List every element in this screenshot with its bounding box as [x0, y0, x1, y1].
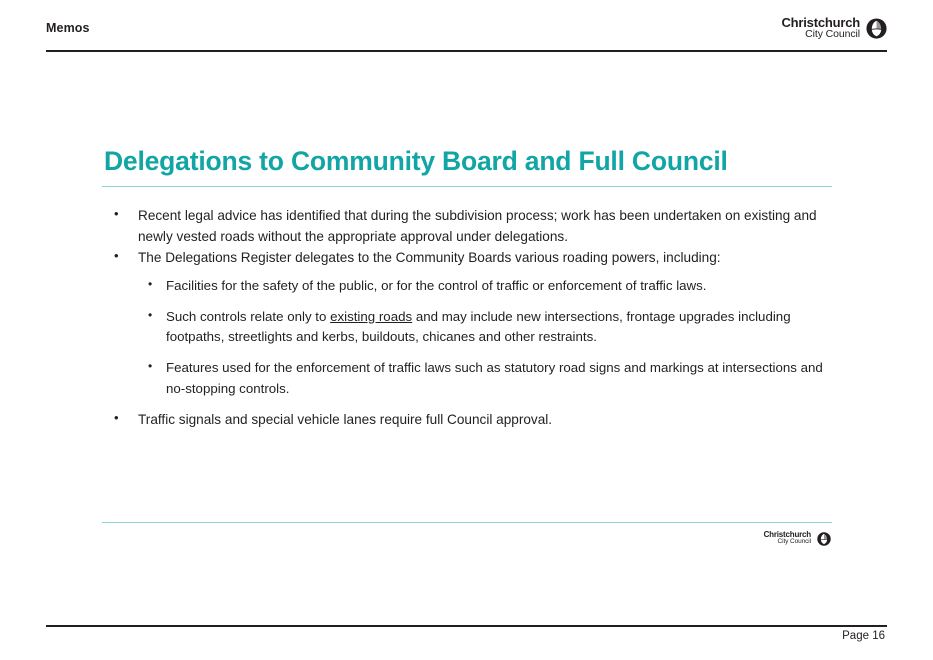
sub-bullet-text: Facilities for the safety of the public, or for the control of traffic or enforcement of traffic laws. — [166, 278, 707, 294]
document-header — [46, 8, 887, 52]
sub-bullet-text-emphasis: existing roads — [330, 308, 413, 324]
logo-text — [781, 16, 860, 41]
council-crest-icon — [817, 532, 831, 546]
christchurch-city-council-logo — [781, 16, 887, 43]
sub-list-item — [138, 276, 842, 297]
sub-bullet-text: Features used for the enforcement of traffic laws such as statutory road signs and markings at intersections and no-stopping controls. — [166, 360, 823, 396]
title-divider — [102, 186, 832, 187]
slide-title: Delegations to Community Board and Full Council — [104, 146, 728, 176]
slide-council-logo — [764, 531, 831, 548]
content-bottom-divider — [102, 522, 832, 523]
sub-bullet-list — [138, 276, 842, 399]
logo-line-2: City Council — [805, 28, 860, 41]
bullet-list — [102, 205, 842, 430]
slide-logo-text — [764, 531, 811, 546]
slide-logo-line-2: City Council — [777, 538, 811, 546]
document-header-title: Memos — [46, 21, 90, 35]
bullet-text: Traffic signals and special vehicle lanes require full Council approval. — [138, 412, 553, 428]
page-number: Page 16 — [842, 630, 885, 642]
document-footer — [46, 625, 887, 642]
list-item — [102, 409, 842, 430]
slide-area — [46, 50, 887, 625]
sub-list-item — [138, 307, 842, 348]
list-item — [102, 247, 842, 399]
slide-content — [102, 205, 842, 430]
council-crest-icon — [866, 18, 887, 39]
bullet-text: Recent legal advice has identified that during the subdivision process; work has been undertaken on existing and newly vested roads without the appropriate approval under delegations. — [138, 208, 817, 245]
bullet-text: The Delegations Register delegates to the Community Boards various roading powers, including: — [138, 250, 721, 266]
list-item — [102, 205, 842, 247]
sub-bullet-text-post: and may include new intersections, frontage upgrades including footpaths, streetlights and kerbs, buildouts, chicanes and other restraints. — [166, 308, 791, 345]
sub-bullet-text-pre: Such controls relate only to — [166, 308, 331, 324]
slide-logo-line-1: Christchurch — [763, 530, 811, 539]
sub-list-item — [138, 358, 842, 399]
logo-line-1: Christchurch — [781, 14, 860, 30]
